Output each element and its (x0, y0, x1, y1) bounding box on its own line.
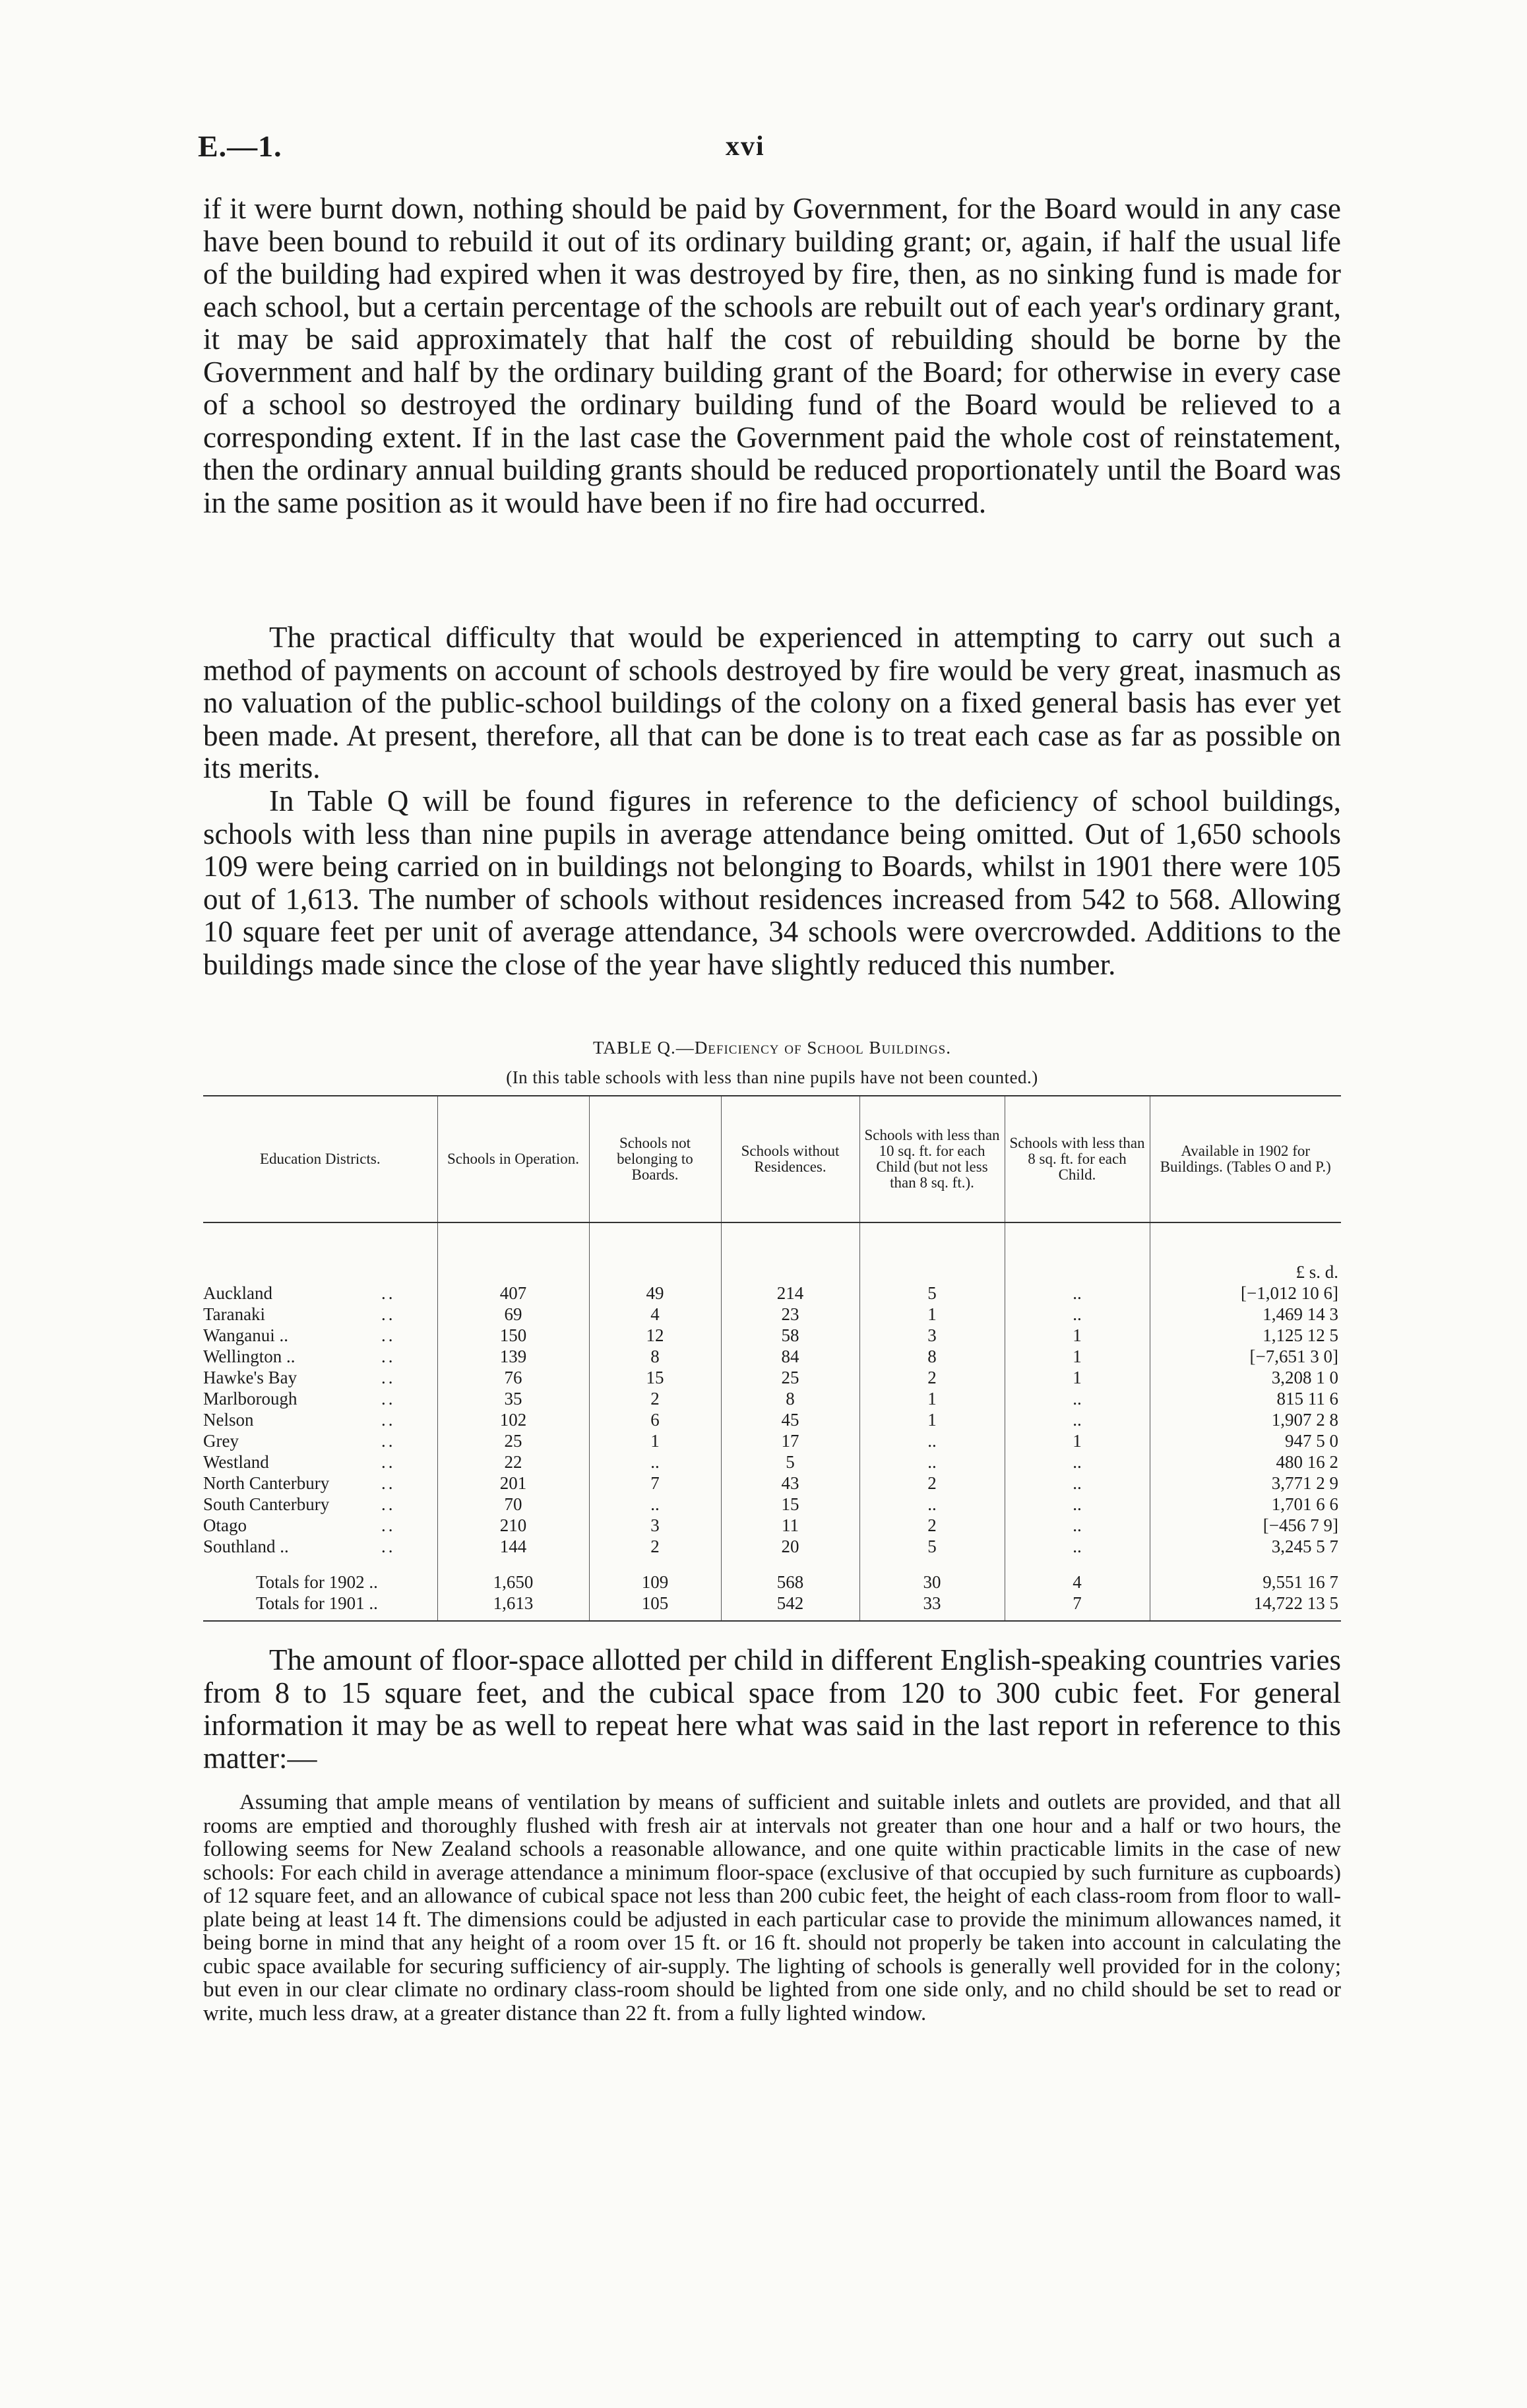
without-residences-cell: 23 (721, 1304, 859, 1325)
not-belonging-cell: 8 (589, 1346, 721, 1367)
district-name: Westland (203, 1452, 269, 1472)
paragraph-3 (203, 785, 1341, 981)
less-10-cell: 2 (859, 1515, 1005, 1536)
operation-cell: 70 (437, 1494, 589, 1515)
header-available: Available in 1902 for Buildings. (Tables O and P.) (1150, 1096, 1341, 1222)
not-belonging-cell: 3 (589, 1515, 721, 1536)
not-belonging-cell: 7 (589, 1473, 721, 1494)
available-cell: [−456 7 9] (1150, 1515, 1341, 1536)
less-10-cell: 5 (859, 1536, 1005, 1557)
not-belonging-cell: 15 (589, 1367, 721, 1388)
without-residences-cell: 15 (721, 1494, 859, 1515)
district-name: Wanganui .. (203, 1325, 289, 1345)
less-8-cell: .. (1005, 1283, 1150, 1304)
leader-dots: .. (381, 1431, 396, 1451)
table-gap-row (203, 1557, 1341, 1571)
leader-dots: .. (381, 1368, 396, 1387)
not-belonging-cell: .. (589, 1494, 721, 1515)
less-10-cell: 1 (859, 1388, 1005, 1409)
without-residences-cell: 11 (721, 1515, 859, 1536)
less-10-cell: 2 (859, 1367, 1005, 1388)
leader-dots: .. (381, 1410, 396, 1430)
totals-operation-cell: 1,613 (437, 1593, 589, 1621)
without-residences-cell: 17 (721, 1430, 859, 1451)
not-belonging-cell: 4 (589, 1304, 721, 1325)
operation-cell: 210 (437, 1515, 589, 1536)
less-8-cell: .. (1005, 1451, 1150, 1473)
totals-less-8-cell: 7 (1005, 1593, 1150, 1621)
district-cell (203, 1409, 437, 1430)
available-cell: 1,469 14 3 (1150, 1304, 1341, 1325)
without-residences-cell: 214 (721, 1283, 859, 1304)
available-cell: [−7,651 3 0] (1150, 1346, 1341, 1367)
not-belonging-cell: 49 (589, 1283, 721, 1304)
table-row (203, 1473, 1341, 1494)
deficiency-table (203, 1095, 1341, 1622)
operation-cell: 69 (437, 1304, 589, 1325)
totals-operation-cell: 1,650 (437, 1571, 589, 1593)
header-less-10: Schools with less than 10 sq. ft. for each Child (but not less than 8 sq. ft.). (859, 1096, 1005, 1222)
less-8-cell: .. (1005, 1388, 1150, 1409)
totals-available-cell: 14,722 13 5 (1150, 1593, 1341, 1621)
totals-less-10-cell: 33 (859, 1593, 1005, 1621)
operation-cell: 150 (437, 1325, 589, 1346)
totals-label: Totals for 1901 .. (203, 1593, 437, 1621)
district-cell (203, 1283, 437, 1304)
table-row (203, 1494, 1341, 1515)
district-name: Taranaki (203, 1304, 266, 1324)
available-cell: 947 5 0 (1150, 1430, 1341, 1451)
less-8-cell: .. (1005, 1536, 1150, 1557)
district-cell (203, 1473, 437, 1494)
table-row (203, 1367, 1341, 1388)
header-less-8: Schools with less than 8 sq. ft. for each Child. (1005, 1096, 1150, 1222)
district-name: Auckland (203, 1283, 272, 1303)
district-cell (203, 1430, 437, 1451)
quoted-passage (203, 1791, 1341, 2025)
paragraph-2-text: The practical difficulty that would be experienced in attempting to carry out such a method of payments on account of schools destroyed by fire would be very great, inasmuch as no valuation of the public-school buildings of the colony on a fixed general basis has ever yet been made. At present, therefore, all that can be done is to treat each case as far as possible on its merits. (203, 621, 1341, 784)
available-cell: [−1,012 10 6] (1150, 1283, 1341, 1304)
table-title (203, 1038, 1341, 1058)
less-8-cell: 1 (1005, 1325, 1150, 1346)
without-residences-cell: 58 (721, 1325, 859, 1346)
table-row (203, 1346, 1341, 1367)
operation-cell: 102 (437, 1409, 589, 1430)
available-cell: 3,245 5 7 (1150, 1536, 1341, 1557)
totals-label: Totals for 1902 .. (256, 1572, 378, 1592)
less-8-cell: 1 (1005, 1367, 1150, 1388)
without-residences-cell: 5 (721, 1451, 859, 1473)
less-10-cell: 3 (859, 1325, 1005, 1346)
header-district: Education Districts. (203, 1096, 437, 1222)
quoted-passage-text: Assuming that ample means of ventilation by means of sufficient and suitable inlets and outlets are provided, and that all rooms are emptied and thoroughly flushed with fresh air at intervals not greater than one hour and a half or two hours, the following seems for New Zealand schools a reasonable allowance, and one quite within practicable limits in the case of new schools: For each child in average attendance a minimum floor-space (exclusive of that occupied by such furniture as cupboards) of 12 square feet, and an allowance of cubical space not less than 200 cubic feet, the height of each class-room from floor to wall-plate being at least 14 ft. The dimensions could be adjusted in each particular case to provide the minimum allowances named, it being borne in mind that any height of a room over 15 ft. or 16 ft. should not properly be taken into account in calculating the cubic space available for securing sufficiency of air-supply. The lighting of schools is generally well provided for in the colony; but even in our clear climate no ordinary class-room should be lighted from one side only, and no child should be set to read or write, much less draw, at a greater distance than 22 ft. from a fully lighted window. (203, 1790, 1341, 2025)
table-row (203, 1283, 1341, 1304)
totals-without-residences-cell: 568 (721, 1571, 859, 1593)
without-residences-cell: 84 (721, 1346, 859, 1367)
leader-dots: .. (381, 1515, 396, 1535)
less-10-cell: .. (859, 1430, 1005, 1451)
leader-dots: .. (381, 1494, 396, 1514)
district-cell (203, 1325, 437, 1346)
district-cell (203, 1451, 437, 1473)
available-cell: 3,208 1 0 (1150, 1367, 1341, 1388)
district-cell (203, 1515, 437, 1536)
district-cell (203, 1367, 437, 1388)
totals-row (203, 1571, 1341, 1593)
operation-cell: 76 (437, 1367, 589, 1388)
available-cell: 480 16 2 (1150, 1451, 1341, 1473)
available-cell: 1,701 6 6 (1150, 1494, 1341, 1515)
header-operation: Schools in Operation. (437, 1096, 589, 1222)
district-cell (203, 1536, 437, 1557)
without-residences-cell: 43 (721, 1473, 859, 1494)
leader-dots: .. (381, 1389, 396, 1409)
not-belonging-cell: 6 (589, 1409, 721, 1430)
without-residences-cell: 20 (721, 1536, 859, 1557)
totals-row (203, 1593, 1341, 1621)
district-name: Marlborough (203, 1389, 297, 1409)
less-8-cell: .. (1005, 1494, 1150, 1515)
district-name: South Canterbury (203, 1494, 330, 1514)
header-without-residences: Schools without Residences. (721, 1096, 859, 1222)
available-cell: 815 11 6 (1150, 1388, 1341, 1409)
less-8-cell: .. (1005, 1473, 1150, 1494)
district-name: Nelson (203, 1410, 254, 1430)
not-belonging-cell: 12 (589, 1325, 721, 1346)
table-row (203, 1304, 1341, 1325)
leader-dots: .. (381, 1473, 396, 1493)
less-8-cell: 1 (1005, 1430, 1150, 1451)
not-belonging-cell: .. (589, 1451, 721, 1473)
less-10-cell: 1 (859, 1304, 1005, 1325)
paragraph-3-text: In Table Q will be found figures in reference to the deficiency of school buildings, schools with less than nine pupils in average attendance being omitted. Out of 1,650 schools 109 were being carried on in buildings not belonging to Boards, whilst in 1901 there were 105 out of 1,613. The number of schools without residences increased from 542 to 568. Allowing 10 square feet per unit of average attendance, 34 schools were overcrowded. Additions to the buildings made since the close of the year have slightly reduced this number. (203, 784, 1341, 981)
less-10-cell: 5 (859, 1283, 1005, 1304)
table-row (203, 1451, 1341, 1473)
table-subtitle: (In this table schools with less than nine pupils have not been counted.) (506, 1067, 1038, 1087)
without-residences-cell: 45 (721, 1409, 859, 1430)
less-10-cell: 8 (859, 1346, 1005, 1367)
without-residences-cell: 25 (721, 1367, 859, 1388)
less-8-cell: .. (1005, 1515, 1150, 1536)
table-units-row (203, 1261, 1341, 1283)
table-row (203, 1325, 1341, 1346)
table-row (203, 1515, 1341, 1536)
paragraph-1 (203, 193, 1341, 519)
less-8-cell: .. (1005, 1304, 1150, 1325)
leader-dots: .. (381, 1452, 396, 1472)
district-name: Wellington .. (203, 1347, 296, 1366)
available-cell: 3,771 2 9 (1150, 1473, 1341, 1494)
less-10-cell: .. (859, 1494, 1005, 1515)
operation-cell: 407 (437, 1283, 589, 1304)
leader-dots: .. (381, 1304, 396, 1324)
not-belonging-cell: 2 (589, 1536, 721, 1557)
district-name: Southland .. (203, 1537, 289, 1556)
available-cell: 1,125 12 5 (1150, 1325, 1341, 1346)
document-code: E.—1. (198, 129, 282, 163)
totals-not-belonging-cell: 109 (589, 1571, 721, 1593)
district-cell (203, 1494, 437, 1515)
table-row (203, 1388, 1341, 1409)
leader-dots: .. (381, 1537, 396, 1556)
money-units: £ s. d. (1150, 1261, 1341, 1283)
district-cell (203, 1388, 437, 1409)
operation-cell: 139 (437, 1346, 589, 1367)
table-title-prefix: TABLE Q.— (592, 1038, 695, 1058)
table-row (203, 1536, 1341, 1557)
header-not-belonging: Schools not belonging to Boards. (589, 1096, 721, 1222)
operation-cell: 201 (437, 1473, 589, 1494)
paragraph-4-text: The amount of floor-space allotted per child in different English-speaking countries varies from 8 to 15 square feet, and the cubical space from 120 to 300 cubic feet. For general information it may be as well to repeat here what was said in the last report in reference to this matter:— (203, 1643, 1341, 1775)
leader-dots: .. (381, 1283, 396, 1303)
table-title-main: Deficiency of School Buildings. (694, 1038, 951, 1058)
totals-less-8-cell: 4 (1005, 1571, 1150, 1593)
less-8-cell: 1 (1005, 1346, 1150, 1367)
district-name: Grey (203, 1431, 239, 1451)
paragraph-1-text: if it were burnt down, nothing should be paid by Government, for the Board would in any case have been bound to rebuild it out of its ordinary building grant; or, again, if half the usual life of the building had expired when it was destroyed by fire, then, as no sinking fund is made for each school, but a certain percentage of the schools are rebuilt out of each year's ordinary grant, it may be said approximately that half the cost of rebuilding should be borne by the Government and half by the ordinary building grant of the Board; for otherwise in every case of a school so destroyed the ordinary building fund of the Board would be relieved to a corresponding extent. If in the last case the Government paid the whole cost of reinstatement, then the ordinary annual building grants should be reduced proportionately until the Board was in the same position as it would have been if no fire had occurred. (203, 192, 1341, 519)
page-number: xvi (726, 131, 765, 162)
operation-cell: 25 (437, 1430, 589, 1451)
paragraph-4 (203, 1644, 1341, 1775)
district-name: Hawke's Bay (203, 1368, 297, 1387)
not-belonging-cell: 1 (589, 1430, 721, 1451)
table-row (203, 1430, 1341, 1451)
less-10-cell: 2 (859, 1473, 1005, 1494)
district-name: North Canterbury (203, 1473, 330, 1493)
less-10-cell: .. (859, 1451, 1005, 1473)
totals-available-cell: 9,551 16 7 (1150, 1571, 1341, 1593)
operation-cell: 144 (437, 1536, 589, 1557)
without-residences-cell: 8 (721, 1388, 859, 1409)
available-cell: 1,907 2 8 (1150, 1409, 1341, 1430)
operation-cell: 22 (437, 1451, 589, 1473)
less-8-cell: .. (1005, 1409, 1150, 1430)
totals-not-belonging-cell: 105 (589, 1593, 721, 1621)
totals-less-10-cell: 30 (859, 1571, 1005, 1593)
less-10-cell: 1 (859, 1409, 1005, 1430)
district-name: Otago (203, 1515, 247, 1535)
district-cell (203, 1304, 437, 1325)
operation-cell: 35 (437, 1388, 589, 1409)
leader-dots: .. (381, 1347, 396, 1366)
leader-dots: .. (381, 1325, 396, 1345)
not-belonging-cell: 2 (589, 1388, 721, 1409)
table-spacer-row (203, 1222, 1341, 1261)
paragraph-2 (203, 621, 1341, 785)
totals-without-residences-cell: 542 (721, 1593, 859, 1621)
district-cell (203, 1346, 437, 1367)
table-row (203, 1409, 1341, 1430)
table-header-row (203, 1096, 1341, 1222)
